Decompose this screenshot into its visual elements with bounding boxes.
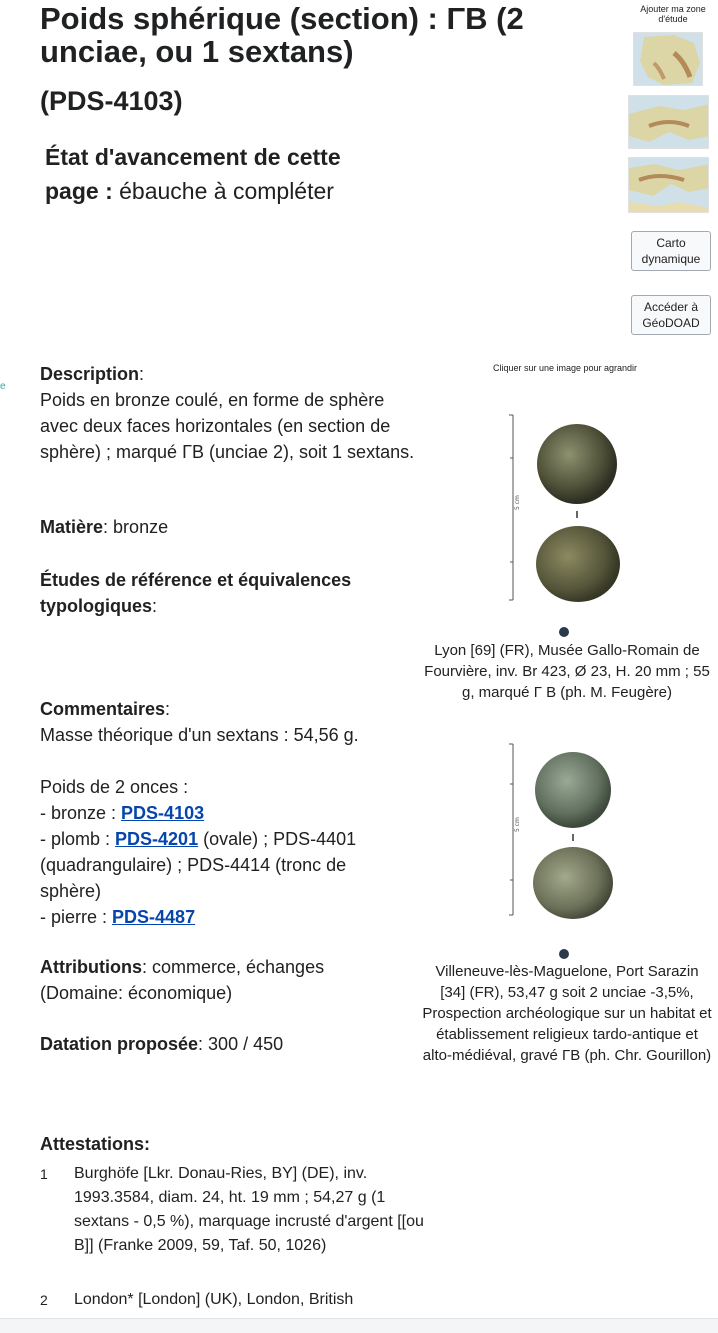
description-text: Poids en bronze coulé, en forme de sphère avec deux faces horizontales (en section de sphère) ; marqué ΓΒ (unciae 2), soit 1 sextans. — [40, 390, 415, 462]
page-status — [45, 140, 345, 208]
page-code: (PDS-4103) — [40, 86, 183, 116]
bronze-line: - bronze : PDS-4103 — [40, 803, 205, 823]
bottom-bar — [0, 1318, 718, 1333]
description-section: Description: Poids en bronze coulé, en forme de sphère avec deux faces horizontales (en section de sphère) ; marqué ΓΒ (unciae 2), soit 1 sextans. — [40, 361, 415, 465]
commentaires-section: Commentaires: Masse théorique d'un sextans : 54,56 g. Poids de 2 onces : - bronze : PDS-4103 - plomb : PDS-4201 (ovale) ; PDS-4401 (quadrangulaire) ; PDS-4414 (tronc de sphère) - pierre : PDS-4487 — [40, 696, 410, 930]
image-hint: Cliquer sur une image pour agrandir — [492, 363, 638, 373]
object-photo-2[interactable] — [505, 740, 635, 920]
description-label: Description — [40, 364, 140, 384]
matiere-label: Matière — [40, 517, 104, 537]
etudes-label: Études de référence et équivalences typologiques — [40, 570, 352, 616]
masse-text: Masse théorique d'un sextans : 54,56 g. — [40, 725, 359, 745]
geodoad-button[interactable]: Accéder à GéoDOAD — [631, 295, 711, 335]
matiere-value: bronze — [113, 517, 169, 537]
etudes-section: Études de référence et équivalences typologiques: — [40, 570, 352, 616]
magnify-icon-2[interactable] — [559, 949, 569, 959]
attributions-label: Attributions — [40, 957, 142, 977]
attestation-num-2: 2 — [40, 1292, 48, 1308]
commentaires-label: Commentaires — [40, 699, 166, 719]
matiere-section: Matière: bronze — [40, 517, 169, 537]
attributions-section: Attributions: commerce, échanges (Domaine: économique) — [40, 957, 325, 1003]
edge-mark: e — [0, 381, 6, 392]
plomb-line: - plomb : PDS-4201 (ovale) ; PDS-4401 (quadrangulaire) ; PDS-4414 (tronc de sphère) — [40, 829, 357, 901]
add-zone-label[interactable]: Ajouter ma zone d'étude — [640, 4, 706, 24]
map-mediterranean-thumbnail[interactable] — [628, 157, 709, 213]
scale-label-2: 5 cm — [514, 817, 521, 832]
pierre-line: - pierre : PDS-4487 — [40, 907, 196, 927]
attestation-item-2 — [40, 1288, 440, 1312]
attestation-num-1: 1 — [40, 1166, 48, 1182]
pds-4103-link[interactable]: PDS-4103 — [121, 803, 205, 823]
map-france-thumbnail[interactable] — [633, 32, 703, 86]
status-value: ébauche à compléter — [119, 178, 334, 204]
attestation-text-1: Burghöfe [Lkr. Donau-Ries, BY] (DE), inv. 1993.3584, diam. 24, ht. 19 mm ; 54,27 g (1 sextans - 0,5 %), marquage incrusté d'argent [[ou B]] (Franke 2009, 59, Taf. 50, 1026) — [74, 1165, 424, 1254]
attestations-heading: Attestations: — [40, 1134, 151, 1154]
datation-section: Datation proposée: 300 / 450 — [40, 1034, 284, 1054]
object-photo-1[interactable] — [505, 410, 635, 605]
page-title: Poids sphérique (section) : ΓΒ (2 unciae, ou 1 sextans) — [40, 1, 524, 69]
attestation-text-2: London* [London] (UK), London, British — [74, 1291, 354, 1308]
map-europe-thumbnail[interactable] — [628, 95, 709, 149]
attestation-item-1 — [40, 1162, 440, 1258]
carto-dynamique-button[interactable]: Carto dynamique — [631, 231, 711, 271]
image-caption-1: Lyon [69] (FR), Musée Gallo-Romain de Fourvière, inv. Br 423, Ø 23, H. 20 mm ; 55 g, marqué Γ Β (ph. M. Feugère) — [424, 642, 710, 701]
datation-label: Datation proposée — [40, 1034, 199, 1054]
magnify-icon-1[interactable] — [559, 627, 569, 637]
pds-4487-link[interactable]: PDS-4487 — [112, 907, 196, 927]
scale-label-1: 5 cm — [514, 495, 521, 510]
datation-value: 300 / 450 — [208, 1034, 284, 1054]
image-caption-2: Villeneuve-lès-Maguelone, Port Sarazin [34] (FR), 53,47 g soit 2 unciae -3,5%, Prospection archéologique sur un habitat et établissement religieux tardo-antique et alto-médiéval, gravé ΓΒ (ph. Chr. Gourillon) — [422, 963, 712, 1064]
poids-title: Poids de 2 onces : — [40, 777, 189, 797]
status-label: État d'avancement de cette page : — [45, 144, 341, 204]
attributions-value: commerce, échanges (Domaine: économique) — [40, 957, 325, 1003]
pds-4201-link[interactable]: PDS-4201 — [115, 829, 199, 849]
